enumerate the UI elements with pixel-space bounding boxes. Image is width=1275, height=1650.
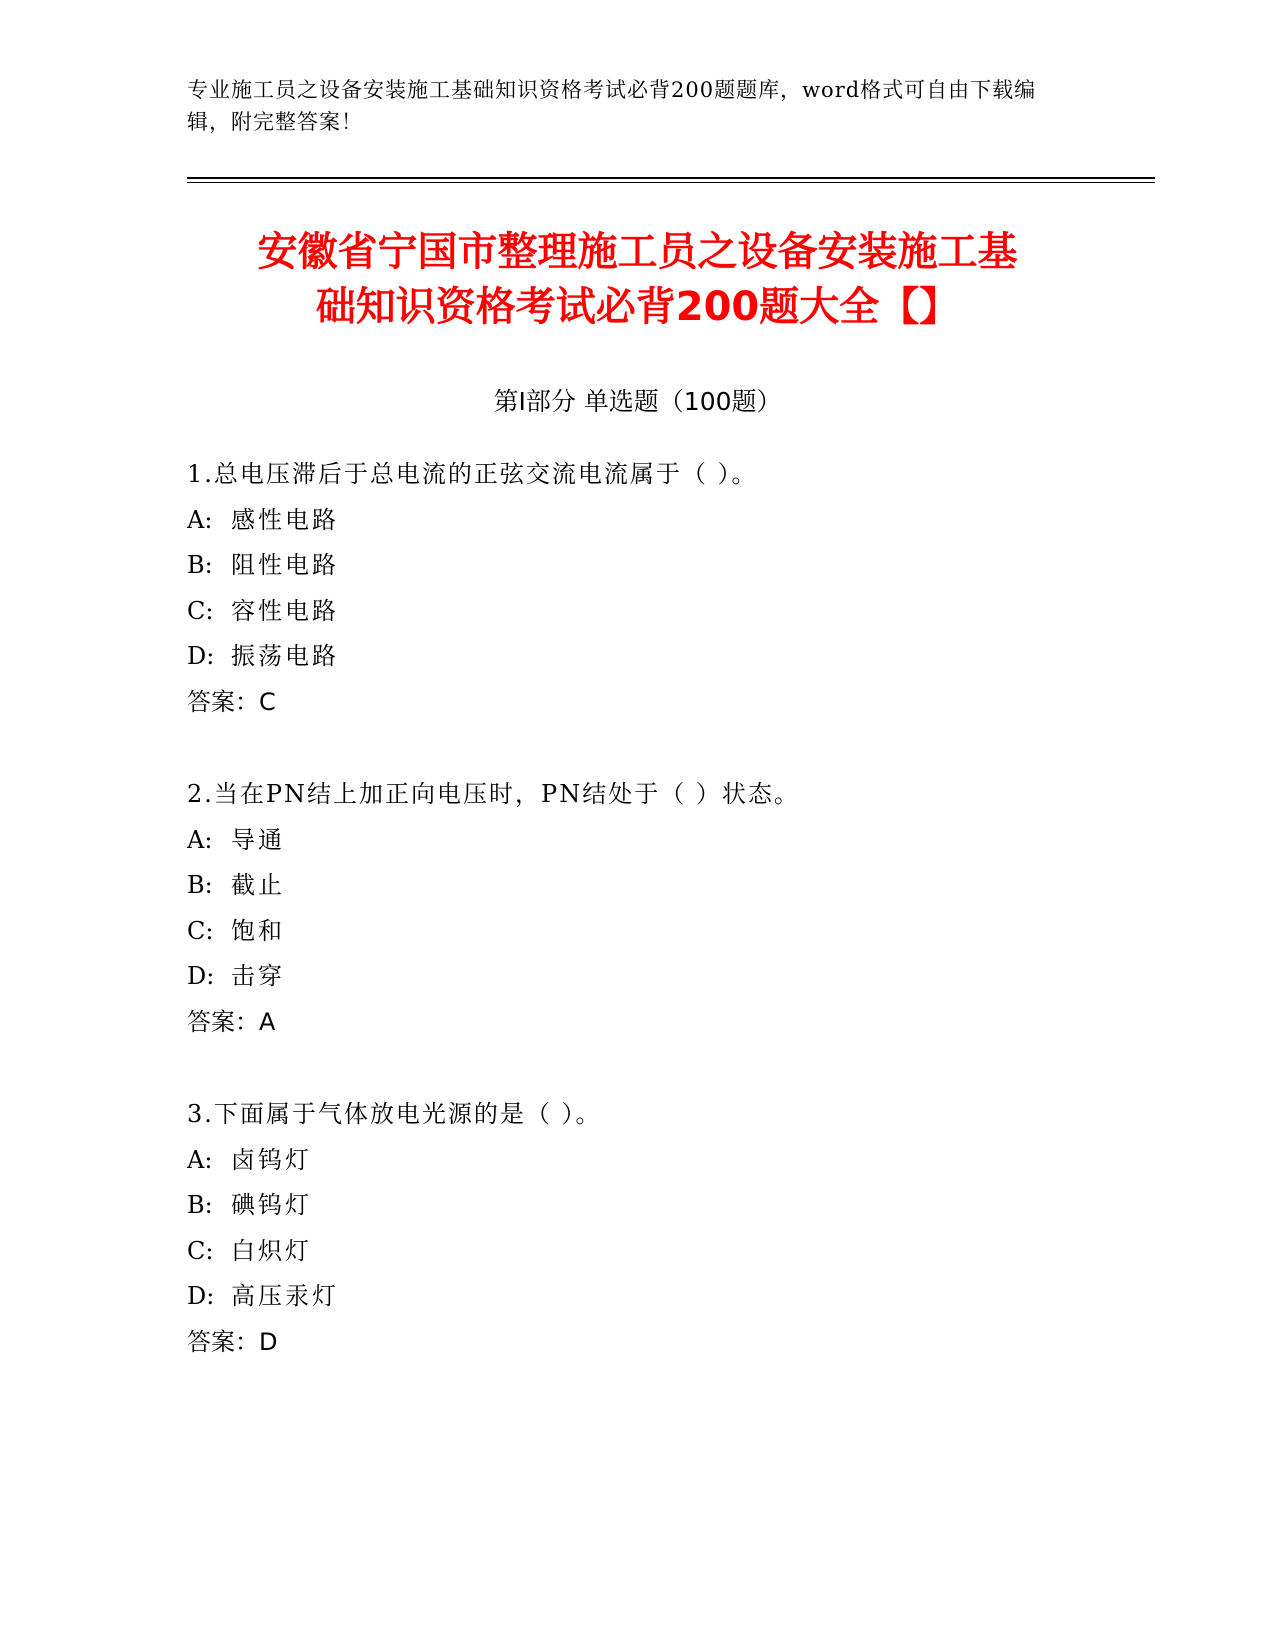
- option-b: [187, 1183, 1147, 1229]
- option-a: [187, 1138, 1147, 1184]
- option-text: 高压汞灯: [231, 1282, 339, 1311]
- header-note: 专业施工员之设备安装施工基础知识资格考试必背200题题库，word格式可自由下载编辑，附完整答案！: [187, 78, 1037, 134]
- option-text: 白炽灯: [231, 1236, 312, 1265]
- option-b: [187, 543, 1147, 589]
- option-text: 截止: [231, 871, 285, 900]
- option-text: 感性电路: [231, 505, 339, 534]
- question-stem: 1.总电压滞后于总电流的正弦交流电流属于（ ）。: [187, 460, 758, 488]
- answer: 答案：A: [187, 1007, 276, 1036]
- option-text: 击穿: [231, 962, 285, 991]
- question-2: [187, 772, 1147, 1046]
- section-title: 第Ⅰ部分 单选题（100题）: [493, 387, 782, 416]
- answer: 答案：D: [187, 1327, 278, 1356]
- question-stem: 2.当在PN结上加正向电压时，PN结处于（ ）状态。: [187, 780, 800, 808]
- option-letter: A:: [187, 1145, 213, 1174]
- option-letter: B:: [187, 551, 213, 580]
- answer: 答案：C: [187, 687, 276, 716]
- option-b: [187, 863, 1147, 909]
- document-title-line-2: 础知识资格考试必背200题大全【】: [315, 284, 960, 330]
- header-rule-thick: [187, 177, 1155, 179]
- option-d: [187, 634, 1147, 680]
- option-letter: B:: [187, 871, 213, 900]
- question-stem: 3.下面属于气体放电光源的是（ ）。: [187, 1100, 602, 1128]
- option-letter: B:: [187, 1191, 213, 1220]
- document-title: [150, 225, 1125, 335]
- option-text: 碘钨灯: [231, 1191, 312, 1220]
- option-letter: A:: [187, 505, 213, 534]
- header-rule-thin: [187, 182, 1155, 183]
- option-text: 振荡电路: [231, 642, 339, 671]
- option-c: [187, 589, 1147, 635]
- option-text: 卤钨灯: [231, 1145, 312, 1174]
- option-c: [187, 909, 1147, 955]
- option-d: [187, 954, 1147, 1000]
- option-a: [187, 498, 1147, 544]
- option-letter: C:: [187, 1236, 214, 1265]
- option-letter: A:: [187, 825, 213, 854]
- question-3: [187, 1092, 1147, 1366]
- option-letter: D:: [187, 962, 215, 991]
- option-a: [187, 818, 1147, 864]
- option-text: 容性电路: [231, 596, 339, 625]
- option-d: [187, 1274, 1147, 1320]
- option-letter: C:: [187, 916, 214, 945]
- option-text: 阻性电路: [231, 551, 339, 580]
- option-text: 导通: [231, 825, 285, 854]
- option-letter: D:: [187, 1282, 215, 1311]
- question-1: [187, 452, 1147, 726]
- option-letter: D:: [187, 642, 215, 671]
- option-letter: C:: [187, 596, 214, 625]
- option-text: 饱和: [231, 916, 285, 945]
- option-c: [187, 1229, 1147, 1275]
- document-title-line-1: 安徽省宁国市整理施工员之设备安装施工基: [257, 229, 1018, 275]
